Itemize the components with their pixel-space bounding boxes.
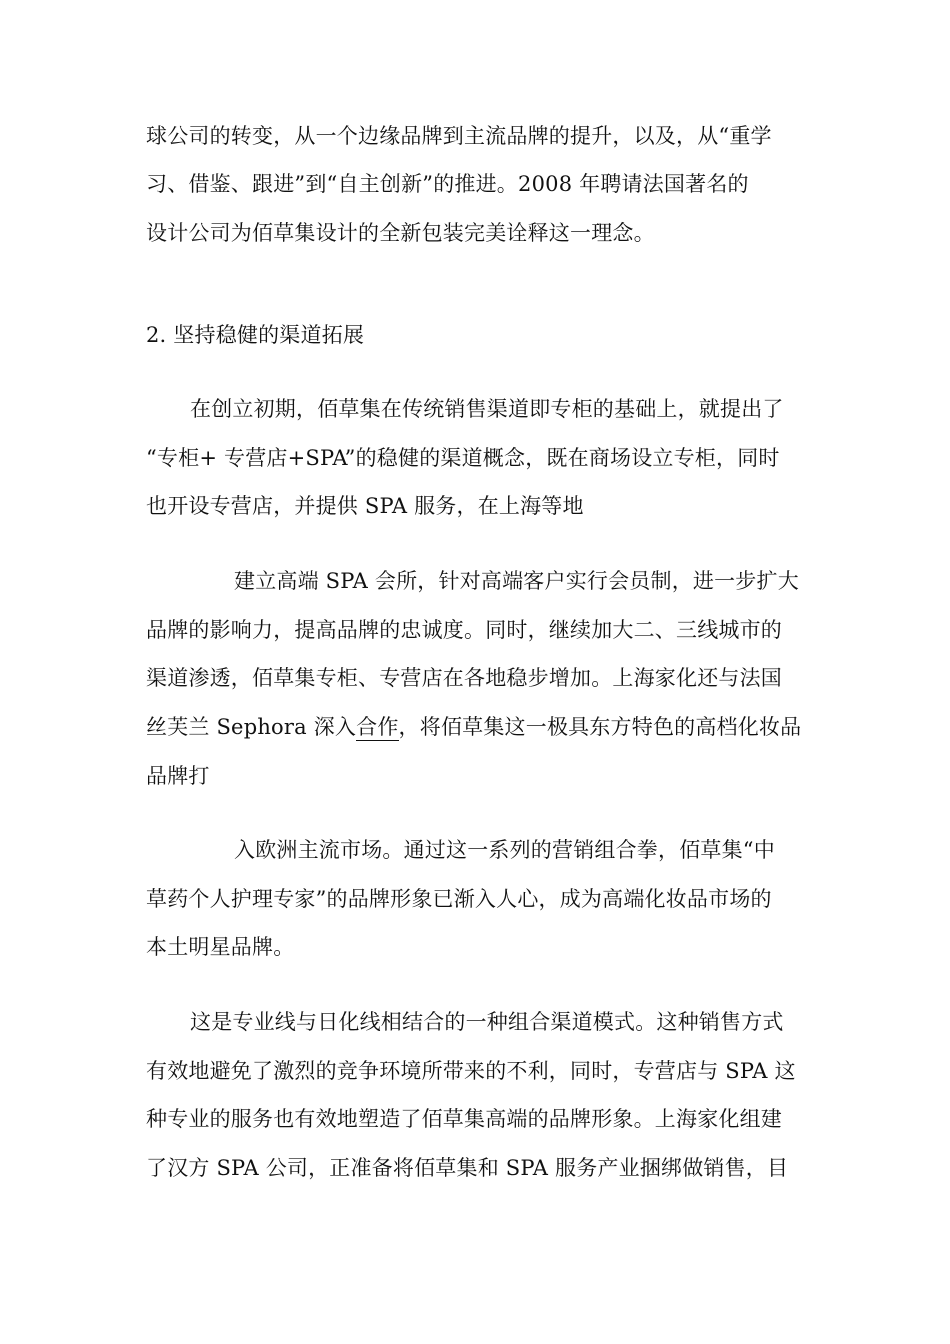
para3-line4 <box>146 712 801 742</box>
para3-line4-before: 丝芙兰 Sephora 深入 <box>146 715 357 739</box>
para1-line3: 设计公司为佰草集设计的全新包装完美诠释这一理念。 <box>146 221 655 245</box>
para3-line2: 品牌的影响力，提高品牌的忠诚度。同时，继续加大二、三线城市的 <box>146 618 782 642</box>
para1-line2: 习、借鉴、跟进”到“自主创新”的推进。2008 年聘请法国著名的 <box>146 172 749 196</box>
para2-line3: 也开设专营店，并提供 SPA 服务，在上海等地 <box>146 494 584 518</box>
para3-line1: 建立高端 SPA 会所，针对高端客户实行会员制，进一步扩大 <box>234 569 799 593</box>
para4-line3: 本土明星品牌。 <box>146 935 295 959</box>
section-heading: 2. 坚持稳健的渠道拓展 <box>146 323 365 347</box>
para4-line2: 草药个人护理专家”的品牌形象已渐入人心，成为高端化妆品市场的 <box>146 887 772 911</box>
underlined-word: 合作 <box>356 715 399 739</box>
para5-line4: 了汉方 SPA 公司，正准备将佰草集和 SPA 服务产业捆绑做销售，目 <box>146 1156 789 1180</box>
para5-line1: 这是专业线与日化线相结合的一种组合渠道模式。这种销售方式 <box>190 1010 784 1034</box>
para1-line1: 球公司的转变，从一个边缘品牌到主流品牌的提升，以及，从“重学 <box>146 124 772 148</box>
para3-line4-after: ，将佰草集这一极具东方特色的高档化妆品 <box>398 715 802 739</box>
para3-line3: 渠道渗透，佰草集专柜、专营店在各地稳步增加。上海家化还与法国 <box>146 666 782 690</box>
para5-line2: 有效地避免了激烈的竞争环境所带来的不利，同时，专营店与 SPA 这 <box>146 1059 796 1083</box>
para3-line5: 品牌打 <box>146 764 210 788</box>
para4-line1: 入欧洲主流市场。通过这一系列的营销组合拳，佰草集“中 <box>234 838 775 862</box>
para2-line1: 在创立初期，佰草集在传统销售渠道即专柜的基础上，就提出了 <box>190 397 784 421</box>
para5-line3: 种专业的服务也有效地塑造了佰草集高端的品牌形象。上海家化组建 <box>146 1107 782 1131</box>
para2-line2: “专柜+ 专营店+SPA”的稳健的渠道概念，既在商场设立专柜，同时 <box>146 446 780 470</box>
